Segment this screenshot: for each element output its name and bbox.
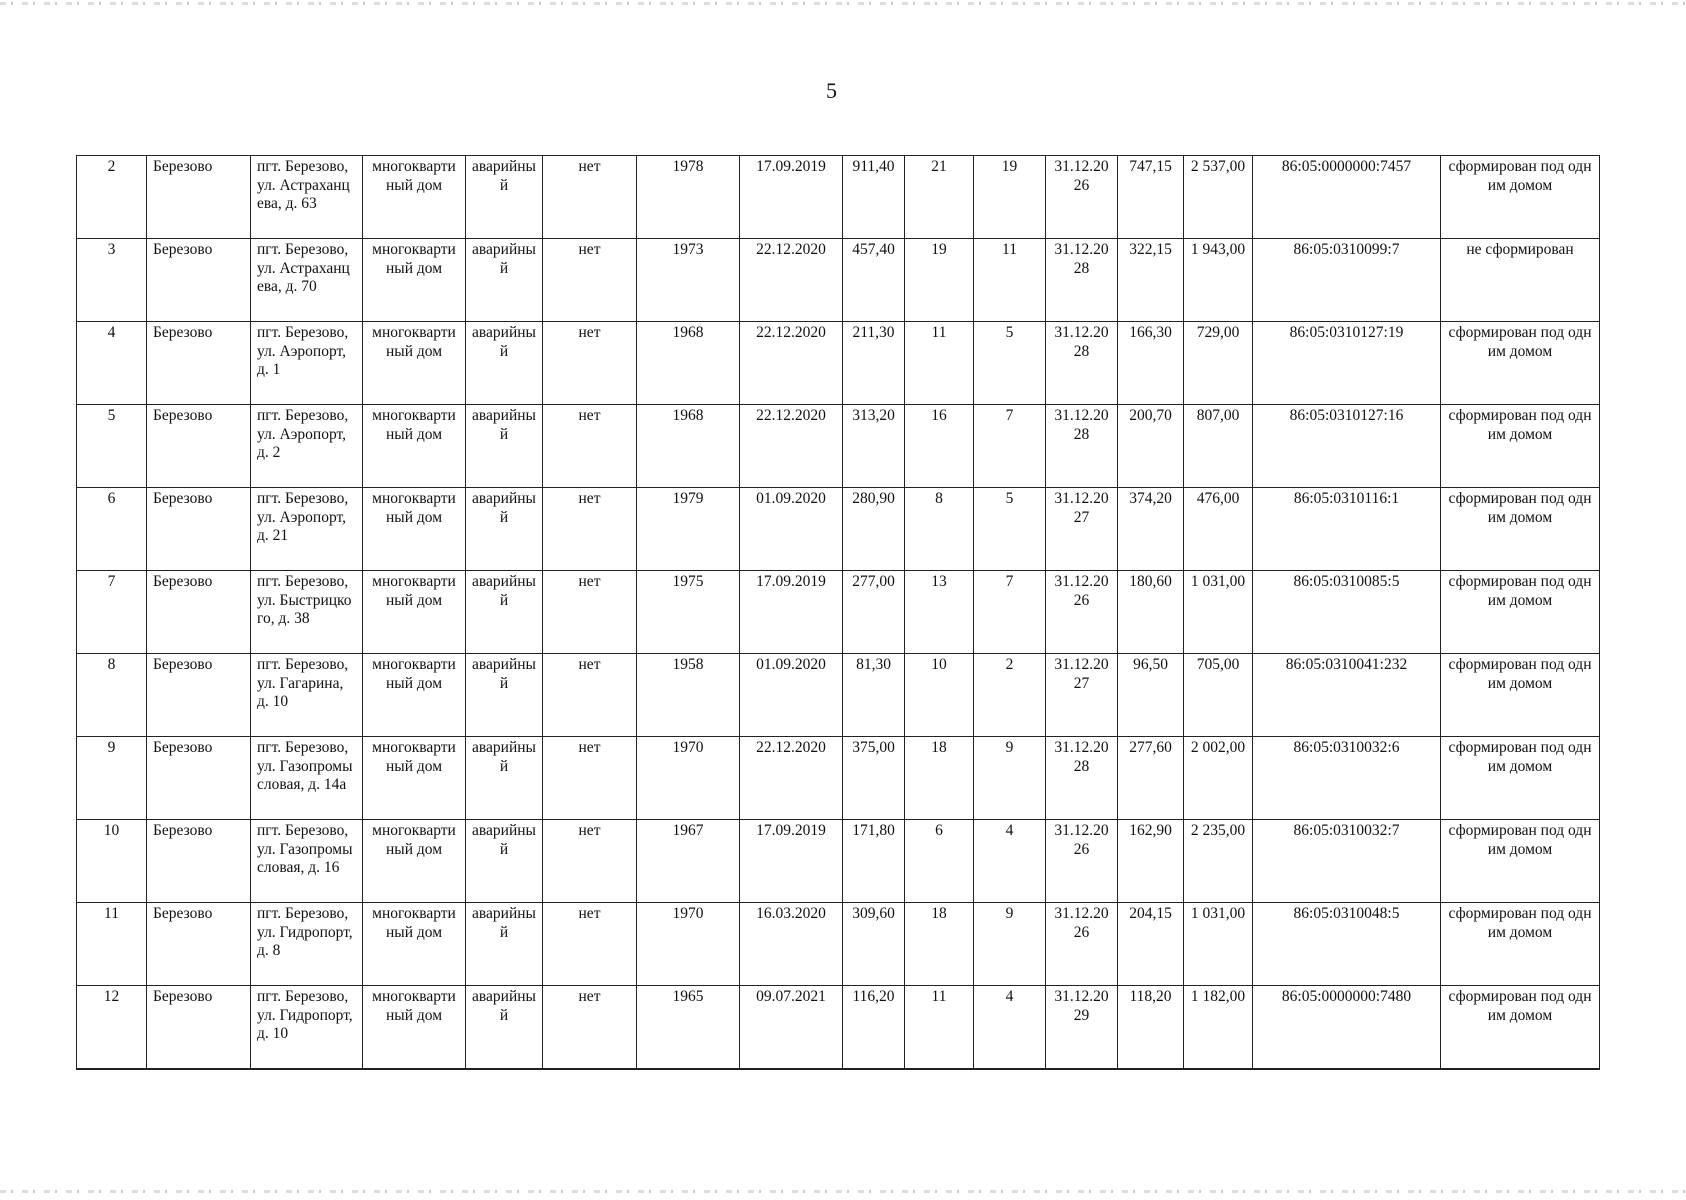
condition-cell: аварийный [466,986,543,1070]
area2-cell: 96,50 [1118,654,1184,737]
residents-cell: 11 [905,986,974,1070]
condition-cell: аварийный [466,322,543,405]
deadline-cell: 31.12.2028 [1046,239,1118,322]
settlement-cell: Березово [147,654,251,737]
sum-cell: 476,00 [1184,488,1253,571]
sum-cell: 2 002,00 [1184,737,1253,820]
year-cell: 1968 [637,322,740,405]
apartments-cell: 4 [974,820,1046,903]
building-type-cell: многоквартиный дом [363,654,466,737]
condition-cell: аварийный [466,820,543,903]
address-cell: пгт. Березово, ул. Астраханцева, д. 63 [251,156,363,239]
address-cell: пгт. Березово, ул. Газопромысловая, д. 16 [251,820,363,903]
row-number: 2 [77,156,147,239]
address-cell: пгт. Березово, ул. Газопромысловая, д. 14а [251,737,363,820]
cadastral-number-cell: 86:05:0310127:19 [1253,322,1441,405]
apartments-cell: 7 [974,405,1046,488]
row-number: 5 [77,405,147,488]
housing-registry-table [76,155,1600,1070]
row-number: 9 [77,737,147,820]
date-cell: 22.12.2020 [740,322,843,405]
settlement-cell: Березово [147,571,251,654]
settlement-cell: Березово [147,156,251,239]
cadastral-number-cell: 86:05:0310032:7 [1253,820,1441,903]
deadline-cell: 31.12.2026 [1046,903,1118,986]
flag-cell: нет [543,156,637,239]
flag-cell: нет [543,820,637,903]
building-type-cell: многоквартиный дом [363,737,466,820]
area2-cell: 277,60 [1118,737,1184,820]
area-cell: 375,00 [843,737,905,820]
residents-cell: 11 [905,322,974,405]
residents-cell: 6 [905,820,974,903]
apartments-cell: 19 [974,156,1046,239]
flag-cell: нет [543,903,637,986]
scan-artifact-bottom [0,1190,1686,1193]
apartments-cell: 11 [974,239,1046,322]
flag-cell: нет [543,488,637,571]
date-cell: 22.12.2020 [740,737,843,820]
area2-cell: 166,30 [1118,322,1184,405]
table-row [77,654,1600,737]
deadline-cell: 31.12.2028 [1046,737,1118,820]
residents-cell: 16 [905,405,974,488]
date-cell: 17.09.2019 [740,820,843,903]
sum-cell: 1 943,00 [1184,239,1253,322]
row-number: 12 [77,986,147,1070]
building-type-cell: многоквартиный дом [363,820,466,903]
deadline-cell: 31.12.2026 [1046,156,1118,239]
apartments-cell: 4 [974,986,1046,1070]
scan-artifact-top [0,2,1686,5]
row-number: 7 [77,571,147,654]
date-cell: 01.09.2020 [740,488,843,571]
row-number: 6 [77,488,147,571]
cadastral-number-cell: 86:05:0310041:232 [1253,654,1441,737]
apartments-cell: 2 [974,654,1046,737]
year-cell: 1975 [637,571,740,654]
land-status-cell: сформирован под одним домом [1441,322,1600,405]
residents-cell: 13 [905,571,974,654]
date-cell: 16.03.2020 [740,903,843,986]
building-type-cell: многоквартиный дом [363,405,466,488]
table-row [77,488,1600,571]
address-cell: пгт. Березово, ул. Аэропорт, д. 21 [251,488,363,571]
cadastral-number-cell: 86:05:0310099:7 [1253,239,1441,322]
year-cell: 1965 [637,986,740,1070]
area2-cell: 162,90 [1118,820,1184,903]
cadastral-number-cell: 86:05:0000000:7457 [1253,156,1441,239]
land-status-cell: сформирован под одним домом [1441,405,1600,488]
residents-cell: 10 [905,654,974,737]
deadline-cell: 31.12.2027 [1046,654,1118,737]
building-type-cell: многоквартиный дом [363,322,466,405]
table-row [77,405,1600,488]
settlement-cell: Березово [147,986,251,1070]
sum-cell: 729,00 [1184,322,1253,405]
table-row [77,156,1600,239]
flag-cell: нет [543,986,637,1070]
date-cell: 22.12.2020 [740,405,843,488]
sum-cell: 1 182,00 [1184,986,1253,1070]
area-cell: 211,30 [843,322,905,405]
year-cell: 1968 [637,405,740,488]
area-cell: 81,30 [843,654,905,737]
table-row [77,986,1600,1070]
year-cell: 1970 [637,903,740,986]
date-cell: 01.09.2020 [740,654,843,737]
land-status-cell: сформирован под одним домом [1441,820,1600,903]
building-type-cell: многоквартиный дом [363,986,466,1070]
year-cell: 1979 [637,488,740,571]
land-status-cell: сформирован под одним домом [1441,156,1600,239]
sum-cell: 1 031,00 [1184,571,1253,654]
table-row [77,820,1600,903]
land-status-cell: сформирован под одним домом [1441,903,1600,986]
deadline-cell: 31.12.2026 [1046,571,1118,654]
flag-cell: нет [543,654,637,737]
flag-cell: нет [543,239,637,322]
apartments-cell: 9 [974,903,1046,986]
deadline-cell: 31.12.2027 [1046,488,1118,571]
apartments-cell: 7 [974,571,1046,654]
row-number: 10 [77,820,147,903]
residents-cell: 18 [905,903,974,986]
registry-body [77,156,1600,1070]
sum-cell: 1 031,00 [1184,903,1253,986]
condition-cell: аварийный [466,488,543,571]
cadastral-number-cell: 86:05:0310085:5 [1253,571,1441,654]
settlement-cell: Березово [147,239,251,322]
settlement-cell: Березово [147,488,251,571]
condition-cell: аварийный [466,571,543,654]
land-status-cell: сформирован под одним домом [1441,654,1600,737]
row-number: 4 [77,322,147,405]
flag-cell: нет [543,322,637,405]
apartments-cell: 5 [974,322,1046,405]
address-cell: пгт. Березово, ул. Гидропорт, д. 8 [251,903,363,986]
land-status-cell: сформирован под одним домом [1441,571,1600,654]
area-cell: 171,80 [843,820,905,903]
address-cell: пгт. Березово, ул. Гидропорт, д. 10 [251,986,363,1070]
condition-cell: аварийный [466,654,543,737]
row-number: 3 [77,239,147,322]
address-cell: пгт. Березово, ул. Гагарина, д. 10 [251,654,363,737]
year-cell: 1978 [637,156,740,239]
area2-cell: 118,20 [1118,986,1184,1070]
flag-cell: нет [543,405,637,488]
area2-cell: 747,15 [1118,156,1184,239]
sum-cell: 2 537,00 [1184,156,1253,239]
row-number: 11 [77,903,147,986]
settlement-cell: Березово [147,737,251,820]
area2-cell: 204,15 [1118,903,1184,986]
flag-cell: нет [543,571,637,654]
residents-cell: 21 [905,156,974,239]
land-status-cell: сформирован под одним домом [1441,986,1600,1070]
table-row [77,903,1600,986]
building-type-cell: многоквартиный дом [363,239,466,322]
address-cell: пгт. Березово, ул. Быстрицкого, д. 38 [251,571,363,654]
settlement-cell: Березово [147,820,251,903]
area-cell: 457,40 [843,239,905,322]
year-cell: 1973 [637,239,740,322]
area2-cell: 374,20 [1118,488,1184,571]
land-status-cell: сформирован под одним домом [1441,737,1600,820]
condition-cell: аварийный [466,737,543,820]
area-cell: 116,20 [843,986,905,1070]
date-cell: 17.09.2019 [740,156,843,239]
cadastral-number-cell: 86:05:0310127:16 [1253,405,1441,488]
area-cell: 280,90 [843,488,905,571]
address-cell: пгт. Березово, ул. Аэропорт, д. 2 [251,405,363,488]
deadline-cell: 31.12.2029 [1046,986,1118,1070]
condition-cell: аварийный [466,405,543,488]
date-cell: 09.07.2021 [740,986,843,1070]
address-cell: пгт. Березово, ул. Аэропорт, д. 1 [251,322,363,405]
condition-cell: аварийный [466,239,543,322]
year-cell: 1958 [637,654,740,737]
table-row [77,737,1600,820]
sum-cell: 807,00 [1184,405,1253,488]
residents-cell: 19 [905,239,974,322]
flag-cell: нет [543,737,637,820]
cadastral-number-cell: 86:05:0310032:6 [1253,737,1441,820]
cadastral-number-cell: 86:05:0310048:5 [1253,903,1441,986]
condition-cell: аварийный [466,156,543,239]
building-type-cell: многоквартиный дом [363,571,466,654]
cadastral-number-cell: 86:05:0310116:1 [1253,488,1441,571]
area2-cell: 322,15 [1118,239,1184,322]
residents-cell: 8 [905,488,974,571]
area-cell: 911,40 [843,156,905,239]
cadastral-number-cell: 86:05:0000000:7480 [1253,986,1441,1070]
building-type-cell: многоквартиный дом [363,156,466,239]
land-status-cell: сформирован под одним домом [1441,488,1600,571]
settlement-cell: Березово [147,903,251,986]
date-cell: 22.12.2020 [740,239,843,322]
building-type-cell: многоквартиный дом [363,488,466,571]
area-cell: 277,00 [843,571,905,654]
settlement-cell: Березово [147,405,251,488]
deadline-cell: 31.12.2028 [1046,405,1118,488]
deadline-cell: 31.12.2028 [1046,322,1118,405]
condition-cell: аварийный [466,903,543,986]
sum-cell: 2 235,00 [1184,820,1253,903]
year-cell: 1970 [637,737,740,820]
apartments-cell: 9 [974,737,1046,820]
area-cell: 309,60 [843,903,905,986]
table-row [77,571,1600,654]
table-row [77,322,1600,405]
deadline-cell: 31.12.2026 [1046,820,1118,903]
address-cell: пгт. Березово, ул. Астраханцева, д. 70 [251,239,363,322]
apartments-cell: 5 [974,488,1046,571]
area2-cell: 180,60 [1118,571,1184,654]
area2-cell: 200,70 [1118,405,1184,488]
building-type-cell: многоквартиный дом [363,903,466,986]
date-cell: 17.09.2019 [740,571,843,654]
residents-cell: 18 [905,737,974,820]
page-number: 5 [826,78,837,103]
table-row [77,239,1600,322]
area-cell: 313,20 [843,405,905,488]
row-number: 8 [77,654,147,737]
settlement-cell: Березово [147,322,251,405]
sum-cell: 705,00 [1184,654,1253,737]
land-status-cell: не сформирован [1441,239,1600,322]
year-cell: 1967 [637,820,740,903]
